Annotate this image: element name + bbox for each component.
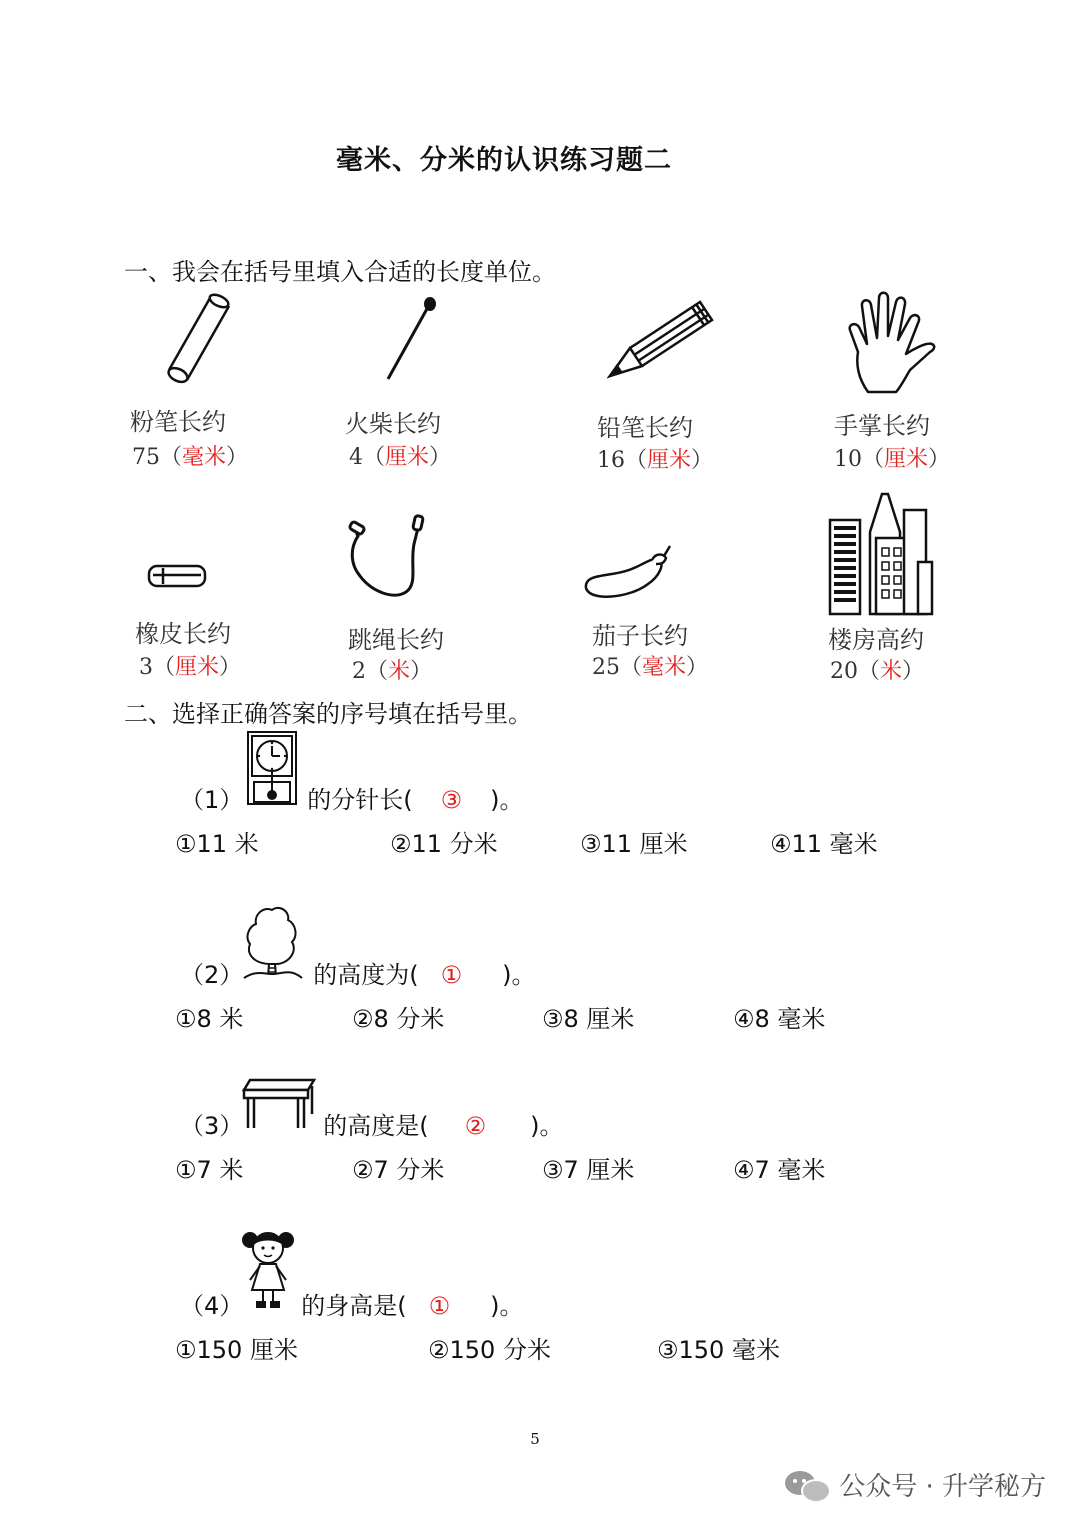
question-text: 的身高是(	[301, 1292, 407, 1320]
item-value: 25（毫米）	[592, 655, 709, 680]
item-value: 10（厘米）	[834, 447, 951, 472]
watermark	[785, 1466, 1046, 1503]
answer-unit: 米	[880, 659, 903, 684]
answer-unit: 厘米	[647, 448, 692, 473]
answer-mark: ①	[440, 961, 463, 989]
option: ①7 米	[175, 1156, 244, 1184]
question-4	[180, 1286, 524, 1321]
hand-icon	[840, 290, 940, 396]
answer-mark: ②	[464, 1112, 487, 1140]
item-value: 4（厘米）	[349, 445, 452, 470]
question-3	[180, 1106, 564, 1141]
option: ④7 毫米	[733, 1156, 826, 1184]
question-close: )。	[490, 1292, 524, 1320]
item-value: 75（毫米）	[132, 445, 249, 470]
option: ③11 厘米	[580, 830, 688, 858]
item-label: 茄子长约	[592, 622, 688, 650]
answer-unit: 厘米	[385, 445, 430, 470]
option: ④11 毫米	[770, 830, 878, 858]
option: ①150 厘米	[175, 1336, 298, 1364]
answer-unit: 毫米	[182, 445, 227, 470]
section-1-heading: 一、我会在括号里填入合适的长度单位。	[124, 258, 556, 286]
option: ③8 厘米	[542, 1005, 635, 1033]
option: ③7 厘米	[542, 1156, 635, 1184]
option: ①8 米	[175, 1005, 244, 1033]
question-close: )。	[502, 961, 536, 989]
option: ②7 分米	[352, 1156, 445, 1184]
answer-mark: ①	[428, 1292, 451, 1320]
pencil-icon	[602, 298, 714, 380]
answer-unit: 毫米	[642, 655, 687, 680]
question-text: 的分针长(	[307, 786, 413, 814]
option: ④8 毫米	[733, 1005, 826, 1033]
eraser-icon	[145, 562, 209, 590]
option: ②11 分米	[390, 830, 498, 858]
item-label: 橡皮长约	[135, 620, 231, 648]
question-number: （3）	[180, 1112, 244, 1140]
question-close: )。	[490, 786, 524, 814]
item-label: 铅笔长约	[597, 414, 693, 442]
page-number: 5	[530, 1430, 540, 1448]
answer-mark: ③	[440, 786, 463, 814]
question-number: （2）	[180, 961, 244, 989]
option: ②8 分米	[352, 1005, 445, 1033]
answer-unit: 米	[388, 659, 411, 684]
wechat-icon	[785, 1469, 829, 1501]
item-label: 粉笔长约	[130, 408, 226, 436]
jump-rope-icon	[348, 514, 432, 602]
item-value: 3（厘米）	[139, 655, 242, 680]
option: ①11 米	[175, 830, 259, 858]
question-1	[180, 780, 524, 815]
item-value: 16（厘米）	[597, 448, 714, 473]
page-title: 毫米、分米的认识练习题二	[336, 145, 672, 176]
section-2-heading: 二、选择正确答案的序号填在括号里。	[124, 700, 532, 728]
question-text: 的高度为(	[313, 961, 419, 989]
item-label: 火柴长约	[345, 410, 441, 438]
match-icon	[380, 295, 440, 385]
option: ②150 分米	[428, 1336, 551, 1364]
item-label: 跳绳长约	[348, 626, 444, 654]
question-number: （1）	[180, 786, 244, 814]
item-label: 楼房高约	[828, 626, 924, 654]
watermark-text: 公众号 · 升学秘方	[839, 1472, 1046, 1502]
question-close: )。	[530, 1112, 564, 1140]
item-value: 2（米）	[352, 659, 433, 684]
question-text: 的高度是(	[323, 1112, 429, 1140]
answer-unit: 厘米	[884, 447, 929, 472]
item-label: 手掌长约	[834, 412, 930, 440]
building-icon	[828, 492, 934, 616]
option: ③150 毫米	[657, 1336, 780, 1364]
question-number: （4）	[180, 1292, 244, 1320]
item-value: 20（米）	[830, 659, 925, 684]
chalk-icon	[155, 292, 235, 388]
answer-unit: 厘米	[175, 655, 220, 680]
eggplant-icon	[582, 542, 674, 600]
question-2	[180, 955, 536, 990]
